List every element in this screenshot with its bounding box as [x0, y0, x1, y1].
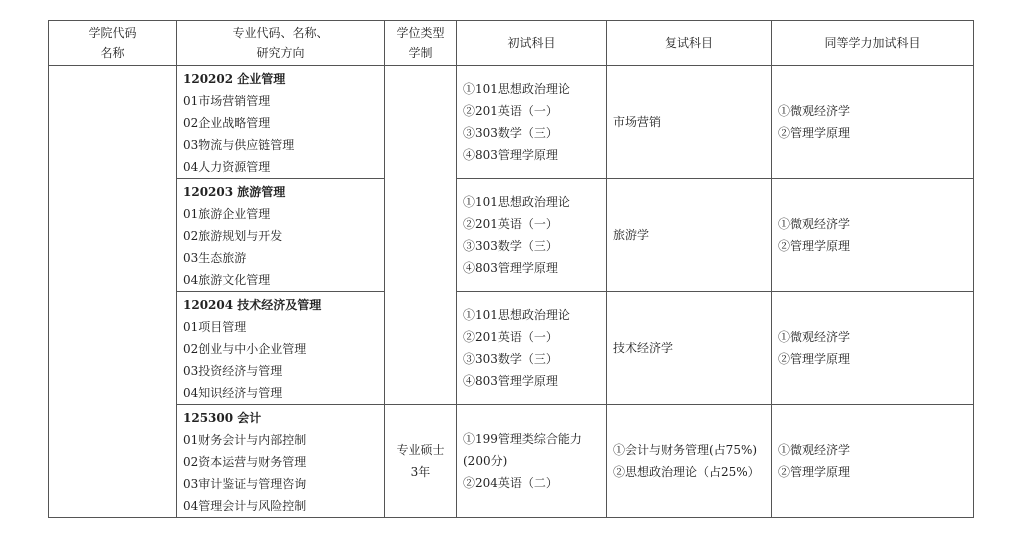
- direction-item: 02旅游规划与开发: [183, 229, 283, 243]
- retest-subjects-cell: [607, 405, 772, 518]
- degree-cell: [385, 405, 457, 518]
- admissions-table: [48, 20, 974, 518]
- subject-item: ③303数学（三）: [463, 126, 558, 140]
- subject-item: (200分): [463, 454, 508, 468]
- subject-item: ①微观经济学: [778, 443, 851, 457]
- retest-subjects-cell: [607, 292, 772, 405]
- extra-subjects-cell: [772, 405, 974, 518]
- table-row: [49, 292, 974, 405]
- major-title: 120202 企业管理: [183, 72, 286, 86]
- header-major: 专业代码、名称、 研究方向: [177, 21, 385, 66]
- subject-item: ①101思想政治理论: [463, 82, 570, 96]
- retest-subjects-cell: [607, 66, 772, 179]
- subject-item: 旅游学: [613, 228, 650, 242]
- subject-item: ③303数学（三）: [463, 239, 558, 253]
- subject-item: ②管理学原理: [778, 126, 851, 140]
- subject-item: ①微观经济学: [778, 330, 851, 344]
- subject-item: ②管理学原理: [778, 239, 851, 253]
- subject-item: ③303数学（三）: [463, 352, 558, 366]
- table-row: [49, 179, 974, 292]
- major-cell: [177, 66, 385, 179]
- subject-item: 市场营销: [613, 115, 662, 129]
- direction-item: 03生态旅游: [183, 251, 247, 265]
- subject-item: ②管理学原理: [778, 352, 851, 366]
- subject-item: ②204英语（二）: [463, 476, 558, 490]
- header-college: 学院代码 名称: [49, 21, 177, 66]
- major-title: 120204 技术经济及管理: [183, 298, 322, 312]
- extra-subjects-cell: [772, 292, 974, 405]
- subject-item: ①101思想政治理论: [463, 195, 570, 209]
- initial-subjects-cell: [457, 66, 607, 179]
- subject-item: ①微观经济学: [778, 217, 851, 231]
- subject-item: ④803管理学原理: [463, 261, 558, 275]
- direction-item: 04人力资源管理: [183, 160, 271, 174]
- initial-subjects-cell: [457, 179, 607, 292]
- major-cell: [177, 292, 385, 405]
- subject-item: ①199管理类综合能力: [463, 432, 582, 446]
- subject-item: ②思想政治理论（占25%）: [613, 465, 760, 479]
- direction-item: 03物流与供应链管理: [183, 138, 295, 152]
- major-cell: [177, 179, 385, 292]
- major-cell: [177, 405, 385, 518]
- table-row: [49, 405, 974, 518]
- header-retest: 复试科目: [607, 21, 772, 66]
- initial-subjects-cell: [457, 405, 607, 518]
- subject-item: ②201英语（一）: [463, 330, 558, 344]
- header-row: [49, 21, 974, 66]
- subject-item: ①101思想政治理论: [463, 308, 570, 322]
- direction-item: 01旅游企业管理: [183, 207, 271, 221]
- direction-item: 02资本运营与财务管理: [183, 455, 307, 469]
- degree-duration: 3年: [410, 465, 431, 479]
- table-row: [49, 66, 974, 179]
- direction-item: 02创业与中小企业管理: [183, 342, 307, 356]
- subject-item: ④803管理学原理: [463, 374, 558, 388]
- subject-item: ①会计与财务管理(占75%): [613, 443, 758, 457]
- direction-item: 01项目管理: [183, 320, 247, 334]
- retest-subjects-cell: [607, 179, 772, 292]
- college-cell: [49, 66, 177, 518]
- direction-item: 04知识经济与管理: [183, 386, 283, 400]
- extra-subjects-cell: [772, 66, 974, 179]
- subject-item: ④803管理学原理: [463, 148, 558, 162]
- subject-item: ①微观经济学: [778, 104, 851, 118]
- direction-item: 03审计鉴证与管理咨询: [183, 477, 307, 491]
- degree-type: 专业硕士: [396, 443, 445, 457]
- major-title: 120203 旅游管理: [183, 185, 286, 199]
- header-initial: 初试科目: [457, 21, 607, 66]
- major-title: 125300 会计: [183, 411, 262, 425]
- header-degree: 学位类型 学制: [385, 21, 457, 66]
- direction-item: 04旅游文化管理: [183, 273, 271, 287]
- header-extra: 同等学力加试科目: [772, 21, 974, 66]
- subject-item: ②管理学原理: [778, 465, 851, 479]
- subject-item: ②201英语（一）: [463, 217, 558, 231]
- subject-item: 技术经济学: [613, 341, 674, 355]
- initial-subjects-cell: [457, 292, 607, 405]
- direction-item: 01市场营销管理: [183, 94, 271, 108]
- direction-item: 03投资经济与管理: [183, 364, 283, 378]
- direction-item: 01财务会计与内部控制: [183, 433, 307, 447]
- degree-cell-empty: [385, 66, 457, 405]
- direction-item: 04管理会计与风险控制: [183, 499, 307, 513]
- subject-item: ②201英语（一）: [463, 104, 558, 118]
- extra-subjects-cell: [772, 179, 974, 292]
- direction-item: 02企业战略管理: [183, 116, 271, 130]
